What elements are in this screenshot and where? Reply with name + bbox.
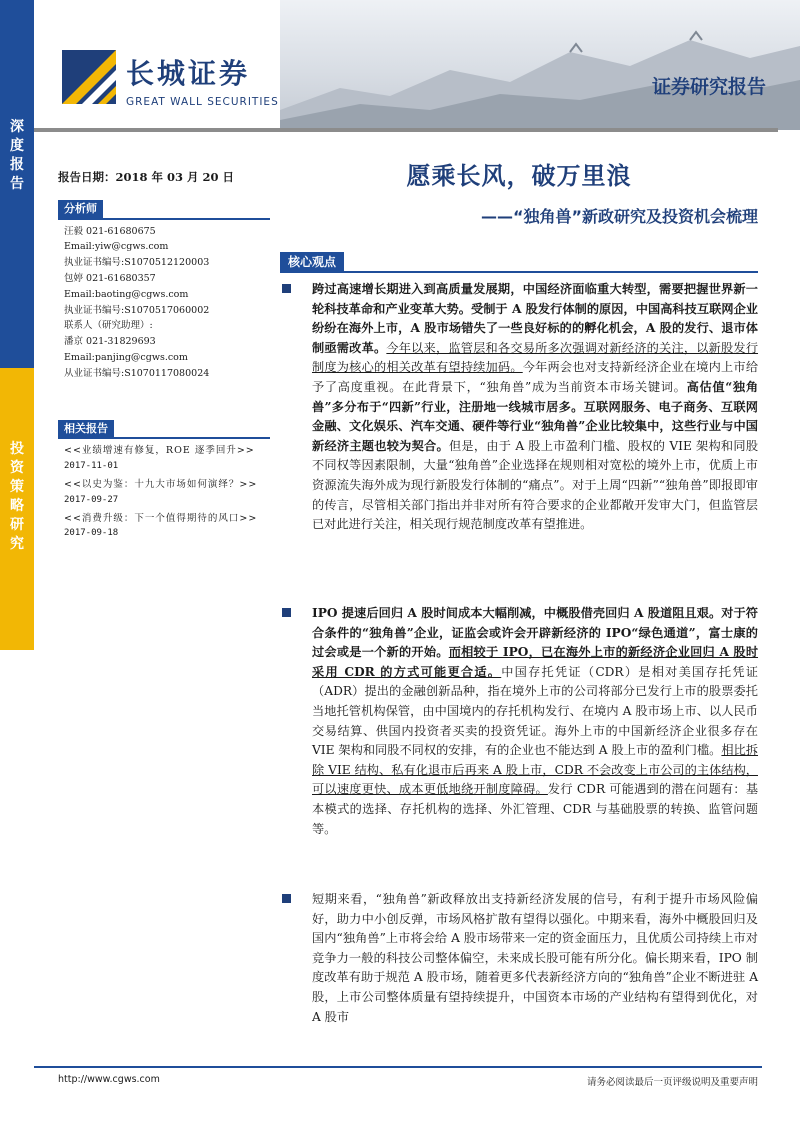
report-type-label: 证券研究报告 xyxy=(651,76,766,98)
report-date: 报告日期：2018 年 03 月 20 日 xyxy=(58,170,235,184)
analyst-line: 联系人（研究助理）: xyxy=(64,320,153,332)
page-header xyxy=(34,0,800,130)
analyst-line: 执业证书编号:S1070512120003 xyxy=(64,257,210,269)
square-bullet-icon xyxy=(282,894,291,903)
related-report-date: 2017-09-18 xyxy=(64,528,119,539)
brand-name-en: GREAT WALL SECURITIES xyxy=(126,96,279,108)
core-paragraph: IPO 提速后回归 A 股时间成本大幅削减，中概股借壳回归 A 股道阻且艰。对于符合条件的“独角兽”企业，证监会或许会开辟新经济的 IPO“绿色通道”，富士康的过会或是一个新的开始。而相较于 IPO，已在海外上市的新经济企业回归 A 股时采用 CDR 的方式可能更合适。中国存托凭证（CDR）是相对美国存托凭证（ADR）提出的金融创新品种，指在境外上市的公司将部分已发行上市的股票委托当地托管机构保管，由中国境内的存托机构发行、在境内 A 股市场上市、以人民币交易结算、供国内投资者买卖的投资凭证。海外上市的中国新经济企业很多存在 VIE 架构和同股不同权的安排，有的企业也不能达到 A 股上市的盈利门槛。相比拆除 VIE 结构、私有化退市后再来 A 股上市，CDR 不会改变上市公司的主体结构，可以速度更快、成本更低地绕开制度障碍。发行 CDR 可能遇到的潜在问题有：基本模式的选择、存托机构的选择、外汇管理、CDR 与基础股票的转换、监管问题等。 xyxy=(282,604,758,839)
brand-name-cn: 长城证券 xyxy=(126,57,251,90)
analyst-email-link[interactable]: Email:yiw@cgws.com xyxy=(64,241,169,253)
analyst-email-link[interactable]: Email:panjing@cgws.com xyxy=(64,351,188,363)
related-report-date: 2017-09-27 xyxy=(64,494,119,505)
core-paragraph: 短期来看，“独角兽”新政释放出支持新经济发展的信号，有利于提升市场风险偏好，助力中小创反弹，市场风格扩散有望得以强化。中期来看，海外中概股回归及国内“独角兽”上市将会给 A 股市场带来一定的资金面压力，且优质公司持续上市对竞争力一般的科技公司整体偏空，未来成长股可能有所分化。偏长期来看，IPO 制度改革有助于规范 A 股市场，随着更多代表新经济方向的“独角兽”企业不断进驻 A 股，上市公司整体质量有望持续提升，中国资本市场的产业结构有望得到优化，对 A 股市 xyxy=(282,890,758,1027)
analyst-section-header: 分析师 xyxy=(58,200,270,220)
footer-divider xyxy=(34,1066,762,1068)
report-title: 愿乘长风，破万里浪 xyxy=(406,162,632,190)
related-reports xyxy=(58,420,272,543)
related-report-link[interactable]: <<消费升级：下一个值得期待的风口>> xyxy=(64,512,258,524)
core-paragraph: 跨过高速增长期进入到高质量发展期，中国经济面临重大转型，需要把握世界新一轮科技革命和产业变革大势。受制于 A 股发行体制的原因，中国高科技互联网企业纷纷在海外上市，A 股市场错失了一些良好标的的孵化机会，A 股的发行、退市体制亟需改革。今年以来，监管层和各交易所多次强调对新经济的关注，以新股发行制度为核心的相关改革有望持续加码。今年两会也对支持新经济企业在境内上市给予了高度重视。在此背景下，“独角兽”成为当前资本市场关键词。高估值“独角兽”多分布于“四新”行业，注册地一线城市居多。互联网服务、电子商务、互联网金融、文化娱乐、汽车交通、硬件等行业“独角兽”企业比较集中，这些行业与中国新经济主题也较为契合。但是，由于 A 股上市盈利门槛、股权的 VIE 架构和同股不同权等因素限制，大量“独角兽”企业选择在规则相对宽松的境外上市，优质上市资源流失海外成为现行新股发行体制的“痛点”。对于上周“四新”“独角兽”即报即审的传言，尽管相关部门指出并非对所有符合要求的企业都敞开发审大门，但监管层已对此进行关注，相关现行规范制度改革有望推进。 xyxy=(282,280,758,535)
related-report-date: 2017-11-01 xyxy=(64,461,119,472)
analyst-line: 执业证书编号:S1070517060002 xyxy=(64,304,210,316)
side-label-depth-report: 深 度 报 告 xyxy=(10,119,24,192)
left-sidebar xyxy=(58,170,272,544)
square-bullet-icon xyxy=(282,284,291,293)
great-wall-logo-icon xyxy=(62,50,116,104)
footer-disclaimer-note: 请务必阅读最后一页评级说明及重要声明 xyxy=(586,1077,758,1088)
header-divider xyxy=(34,128,778,132)
analyst-line: 汪毅 021-61680675 xyxy=(64,225,156,237)
core-view-header: 核心观点 xyxy=(280,251,758,273)
related-report-link[interactable]: <<业绩增速有修复，ROE 逐季回升>> xyxy=(64,445,255,457)
related-report-link[interactable]: <<以史为鉴：十九大市场如何演绎？>> xyxy=(64,478,258,490)
side-label-strategy: 投 资 策 略 研 究 xyxy=(10,441,24,552)
analyst-line: 潘京 021-31829693 xyxy=(64,336,156,348)
mountain-ridge-image xyxy=(280,0,800,130)
analyst-line: 从业证书编号:S1070117080024 xyxy=(64,367,210,379)
analyst-email-link[interactable]: Email:baoting@cgws.com xyxy=(64,288,189,300)
report-subtitle: ——“独角兽”新政研究及投资机会梳理 xyxy=(480,207,758,226)
analyst-line: 包婷 021-61680357 xyxy=(64,272,156,284)
footer-url-link[interactable]: http://www.cgws.com xyxy=(58,1074,160,1085)
related-section-header: 相关报告 xyxy=(58,420,270,440)
square-bullet-icon xyxy=(282,608,291,617)
